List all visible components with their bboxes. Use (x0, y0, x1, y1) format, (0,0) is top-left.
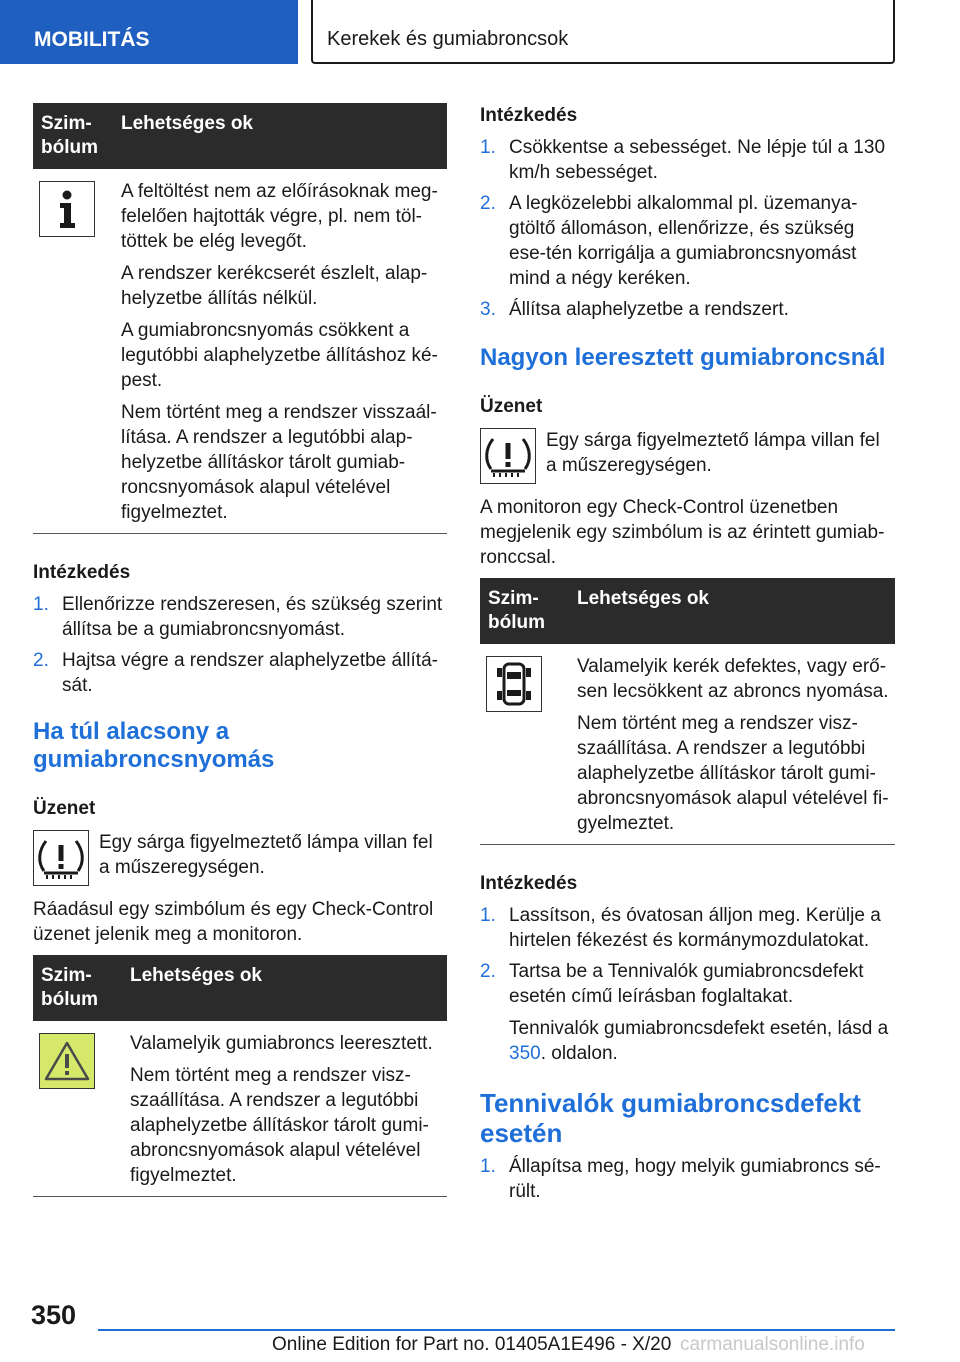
col-reason-header: Lehetséges ok (113, 103, 447, 169)
step-item (480, 191, 895, 291)
reference-suffix: . oldalon. (540, 1043, 618, 1064)
paragraph: A monitoron egy Check-Control üzenetben megjelenik egy szimbólum is az érintett gumiab-ronccsal. (480, 497, 885, 568)
step-number: 3. (480, 299, 496, 320)
measures-title: Intézkedés (480, 105, 578, 126)
footer-edition: Online Edition for Part no. 01405A1E496 - X/20 (272, 1334, 672, 1355)
footer-rule (98, 1329, 895, 1331)
section-heading-flat-tire: Nagyon leeresztett gumiabroncsnál (480, 344, 886, 371)
step-item (480, 297, 895, 322)
col-symbol-header: Szim- bólum (33, 103, 113, 169)
step-text: A legközelebbi alkalommal pl. üzemanya-gtöltő állomáson, ellenőrizze, és szükség ese-tén korrigálja a gumiabroncsnyomást mind a négy keréken. (509, 193, 858, 289)
step-number: 1. (480, 137, 496, 158)
reason-cell (569, 644, 895, 845)
measures-block (480, 871, 895, 1066)
symbol-table-warning (33, 955, 447, 1197)
car-tire-icon (486, 656, 542, 712)
reason-text: Nem történt meg a rendszer visz-szaállítása. A rendszer a legutóbbi alaphelyzetbe állításkor tárolt gumi-abroncsnyomások alapul vételével figyelmeztet. (130, 1065, 429, 1186)
step-item (33, 592, 447, 642)
measures-title: Intézkedés (33, 562, 131, 583)
step-item (480, 1154, 895, 1204)
warning-row (480, 428, 895, 484)
measures-title: Intézkedés (480, 873, 578, 894)
step-text: Lassítson, és óvatosan álljon meg. Kerülje a hirtelen fékezést és kormánymozdulatokat. (509, 905, 881, 951)
step-text: Ellenőrizze rendszeresen, és szükség szerint állítsa be a gumiabroncsnyomást. (62, 594, 443, 640)
message-title: Üzenet (480, 396, 543, 417)
defect-steps (480, 1154, 895, 1204)
chapter-title: Kerekek és gumiabroncsok (311, 0, 895, 64)
step-text: Hajtsa végre a rendszer alaphelyzetbe állítá-sát. (62, 650, 438, 696)
step-text: Tartsa be a Tennivalók gumiabroncsdefekt esetén című leírásban foglaltakat. (509, 961, 864, 1007)
warning-text: Egy sárga figyelmeztető lámpa villan fel a műszeregységen. (99, 832, 433, 878)
step-text: Csökkentse a sebességet. Ne lépje túl a 130 km/h sebességet. (509, 137, 886, 183)
step-number: 1. (480, 905, 496, 926)
step-number: 2. (480, 961, 496, 982)
reason-cell (122, 1021, 447, 1197)
tire-pressure-warning-icon (480, 428, 536, 484)
step-number: 1. (33, 594, 49, 615)
page-number: 350 (31, 1300, 77, 1330)
col-reason-header: Lehetséges ok (122, 955, 447, 1021)
step-text: Állítsa alaphelyzetbe a rendszert. (509, 299, 789, 320)
reason-text: Nem történt meg a rendszer visszaál-lítása. A rendszer a legutóbbi alap-helyzetbe állításkor tárolt gumiab-roncsnyomások alapul vételével figyelmeztet. (121, 402, 437, 523)
step-item (33, 648, 447, 698)
step-number: 2. (33, 650, 49, 671)
cross-reference (509, 1016, 895, 1066)
section-heading-defect: Tennivalók gumiabroncsdefekt esetén (480, 1088, 861, 1148)
reason-text: A rendszer kerékcserét észlelt, alap-helyzetbe állítás nélkül. (121, 263, 428, 309)
page-link[interactable]: 350 (509, 1043, 541, 1064)
reason-text: A gumiabroncsnyomás csökkent a legutóbbi alaphelyzetbe állításhoz ké-pest. (121, 320, 438, 391)
measures-list (33, 592, 447, 698)
warning-row (33, 830, 447, 886)
section-tab: MOBILITÁS (0, 0, 298, 64)
step-number: 1. (480, 1156, 496, 1177)
step-item (480, 959, 895, 1066)
step-text: Állapítsa meg, hogy melyik gumiabroncs sé-rült. (509, 1156, 881, 1202)
warning-triangle-icon (39, 1033, 95, 1089)
step-number: 2. (480, 193, 496, 214)
symbol-table-car (480, 578, 895, 845)
col-reason-header: Lehetséges ok (569, 578, 895, 644)
col-symbol-header: Szim- bólum (33, 955, 122, 1021)
reason-text: A feltöltést nem az előírásoknak meg-felelően hajtották végre, pl. nem töl-töttek be elég levegőt. (121, 181, 438, 252)
tire-pressure-warning-icon (33, 830, 89, 886)
reason-text: Valamelyik gumiabroncs leeresztett. (130, 1033, 433, 1054)
reference-text: Tennivalók gumiabroncsdefekt esetén, lásd a (509, 1018, 889, 1039)
reason-text: Nem történt meg a rendszer visz-szaállítása. A rendszer a legutóbbi alaphelyzetbe állításkor tárolt gumi-abroncsnyomások alapul vételével fi-gyelmeztet. (577, 713, 889, 834)
measures-list (480, 903, 895, 1066)
section-heading-low-pressure: Ha túl alacsony a gumiabroncsnyomás (33, 718, 275, 773)
info-icon (39, 181, 95, 237)
watermark: carmanualsonline.info (680, 1334, 865, 1355)
warning-text: Egy sárga figyelmeztető lámpa villan fel a műszeregységen. (546, 430, 880, 476)
right-column (480, 103, 895, 1204)
left-column (33, 103, 447, 1197)
step-item (480, 903, 895, 953)
message-title: Üzenet (33, 798, 96, 819)
symbol-table-info (33, 103, 447, 534)
reason-cell (113, 169, 447, 534)
paragraph: Ráadásul egy szimbólum és egy Check-Control üzenet jelenik meg a monitoron. (33, 899, 434, 945)
measures-block (33, 560, 447, 698)
col-symbol-header: Szim- bólum (480, 578, 569, 644)
reason-text: Valamelyik kerék defektes, vagy erő-sen lecsökkent az abroncs nyomása. (577, 656, 889, 702)
step-item (480, 135, 895, 185)
measures-list (480, 135, 895, 322)
